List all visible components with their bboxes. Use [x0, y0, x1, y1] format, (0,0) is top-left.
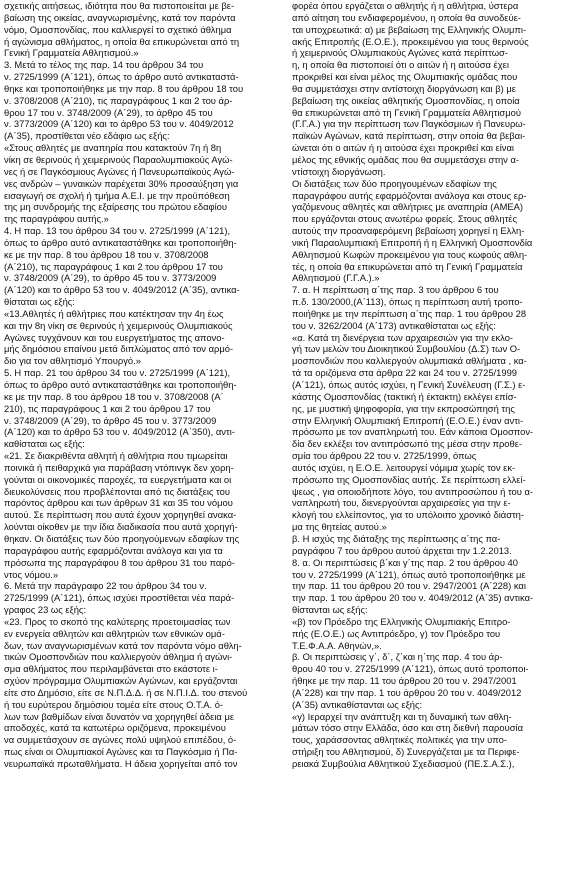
paragraph: «21. Σε διακριθέντα αθλητή ή αθλήτρια που τιμωρείται ποινικά ή πειθαρχικά για παράβαση ντόπινγκ δεν χορη- γούνται οι οικονομικές παροχές, τα ευεργετήματα και οι διευκολύνσεις που προβλέπονται από τις διατάξεις του παρόντος άρθρου και των άρθρων 31 και 35 του νόμου αυτού. Σε περίπτωση που αυτά έχουν χορηγηθεί ανακα- λούνται οίκοθεν με την ίδια διαδικασία που αυτά χορηγή- θηκαν. Οι διατάξεις των δύο προηγούμενων εδαφίων της παραγράφου αυτής εφαρμόζονται ανάλογα και για τα πρόσωπα της παραγράφου 8 του άρθρου 31 του παρό- ντος νόμου.»	[4, 450, 240, 580]
paragraph: σχετικής αιτήσεως, ιδιότητα που θα πιστοποιείται με βε- βαίωση της οικείας, αναγνωρισμένης, κατά τον παρόντα νόμο, Ομοσπονδίας, που καλλιεργεί το σχετικό άθλημα ή αγώνισμα αθλήματος, η οποία θα επικυρώνεται από τη Γενική Γραμματεία Αθλητισμού.»	[4, 0, 240, 59]
paragraph: 4. Η παρ. 13 του άρθρου 34 του ν. 2725/1999 (Α΄121), όπως το άρθρο αυτό αντικαταστάθηκε και τροποποιήθη- κε με την παρ. 8 του άρθρου 18 του ν. 3708/2008 (Α΄210), τις παραγράφους 1 και 2 του άρθρου 17 του ν. 3748/2009 (Α΄29), το άρθρο 45 του ν. 3773/2009 (Α΄120) και το άρθρο 53 του ν. 4049/2012 (Α΄35), αντικα- θίσταται ως εξής:	[4, 225, 240, 308]
right-column	[292, 0, 576, 873]
paragraph: Οι διατάξεις των δύο προηγουμένων εδαφίων της παραγράφου αυτής εφαρμόζονται ανάλογα και στους ερ- γαζόμενους αθλητές και αθλήτριες με αναπηρία (ΑΜΕΑ) που εργάζονται στους ανωτέρω φορείς. Στους αθλητές αυτούς την προαναφερόμενη βεβαίωση χορηγεί η Ελλη- νική Παραολυμπιακή Επιτροπή ή η Ελληνική Ομοσπονδία Αθλητισμού Κωφών προκειμένου για τους κωφούς αθλη- τές, η οποία θα επικυρώνεται από τη Γενική Γραμματεία Αθλητισμού (Γ.Γ.Α.).»	[292, 177, 533, 284]
paragraph: β. Οι περιπτώσεις γ΄, δ΄, ζ΄και η΄της παρ. 4 του άρ- θρου 40 του ν. 2725/1999 (Α΄121), όπως αυτό τροποποι- ήθηκε με την παρ. 11 του άρθρου 20 του ν. 2947/2001 (Α΄228) και την παρ. 1 του άρθρου 20 του ν. 4049/2012 (Α΄35) αντικαθίστανται ως εξής:	[292, 651, 529, 710]
paragraph: 6. Μετά την παράγραφο 22 του άρθρου 34 του ν. 2725/1999 (Α΄121), όπως ισχύει προστίθεται νέα παρά- γραφος 23 ως εξής:	[4, 580, 235, 616]
paragraph: «23. Προς το σκοπό της καλύτερης προετοιμασίας των εν ενεργεία αθλητών και αθλητριών των εθνικών ομά- δων, των αναγνωρισμένων κατά τον παρόντα νόμο αθλη- τικών Ομοσπονδιών που καλλιεργούν άθλημα ή αγώνι- σμα αθλήματος που περιλαμβάνεται στο εκάστοτε ι- σχύον πρόγραμμα Ολυμπιακών Αγώνων, και εργάζονται είτε στο Δημόσιο, είτε σε Ν.Π.Δ.Δ. ή σε Ν.Π.Ι.Δ. του στενού ή του ευρύτερου δημόσιου τομέα είτε στους Ο.Τ.Α. ό- λων των βαθμίδων είναι δυνατόν να χορηγηθεί άδεια με αποδοχές, κατά τα κατωτέρω οριζόμενα, προκειμένου να συμμετάσχουν σε αγώνες πολύ υψηλού επιπέδου, ό- πως είναι οι Ολυμπιακοί Αγώνες και τα Παγκόσμια ή Πα- νευρωπαϊκά πρωταθλήματα. Η άδεια χορηγείται από τον	[4, 615, 248, 769]
paragraph: «γ) Ιεραρχεί την ανάπτυξη και τη δυναμική των αθλη- μάτων τόσο στην Ελλάδα, όσο και στη διεθνή παρουσία τους, χαράσσοντας αθλητικές πολιτικές για την υπο- στήριξη του Αθλητισμού, δ) Συνεργάζεται με τα Περιφε- ρειακά Συμβούλια Αθλητικού Σχεδιασμού (ΠΕ.Σ.Α.Σ.),	[292, 710, 524, 769]
paragraph: 3. Μετά το τέλος της παρ. 14 του άρθρου 34 του ν. 2725/1999 (Α΄121), όπως το άρθρο αυτό αντικαταστά- θηκε και τροποποιήθηκε με την παρ. 8 του άρθρου 18 του ν. 3708/2008 (Α΄210), τις παραγράφους 1 και 2 του άρ- θρου 17 του ν. 3748/2009 (Α΄29), το άρθρο 45 του ν. 3773/2009 (Α΄120) και το άρθρο 53 του ν. 4049/2012 (Α΄35), προστίθεται νέο εδάφιο ως εξής:	[4, 59, 244, 142]
paragraph: β. Η ισχύς της διάταξης της περίπτωσης α΄της πα- ραγράφου 7 του άρθρου αυτού άρχεται την 1.2.2013.	[292, 532, 512, 556]
paragraph: φορέα όπου εργάζεται ο αθλητής ή η αθλήτρια, ύστερα από αίτηση του ενδιαφερομένου, η οποία θα συνοδεύε- ται υποχρεωτικά: α) με βεβαίωση της Ελληνικής Ολυμπι- ακής Επιτροπής (Ε.Ο.Ε.), προκειμένου για τους θερινούς ή χειμερινούς Ολυμπιακούς Αγώνες κατά περίπτωσ- η, η οποία θα πιστοποιεί ότι ο αιτών ή η αιτούσα έχει προκριθεί και είναι μέλος της Ολυμπιακής ομάδας που θα συμμετάσχει στην αντίστοιχη διοργάνωση και β) με βεβαίωση της οικείας αθλητικής Ομοσπονδίας, η οποία θα επικυρώνεται από τη Γενική Γραμματεία Αθλητισμού (Γ.Γ.Α.) για την περίπτωση των Παγκόσμιων ή Πανευρω- παϊκών Αγώνων, κατά περίπτωση, στην οποία θα βεβαι- ώνεται ότι ο αιτών ή η αιτούσα έχει προκριθεί και είναι μέλος της εθνικής ομάδας που θα συμμετάσχει στην α- ντίστοιχη διοργάνωση.	[292, 0, 529, 177]
paragraph: «13.Αθλητές ή αθλήτριες που κατέκτησαν την 4η έως και την 8η νίκη σε θερινούς ή χειμερινούς Ολυμπιακούς Αγώνες τυγχάνουν και του ευεργετήματος της απονο- μής δημόσιου επαίνου μετά διπλώματος από τον αρμό- διο για τον αθλητισμό Υπουργό.»	[4, 307, 234, 367]
paragraph: «β) τον Πρόεδρο της Ελληνικής Ολυμπιακής Επιτρο- πής (Ε.Ο.Ε.) ως Αντιπρόεδρο, γ) τον Πρόεδρο του Τ.Ε.Φ.Α.Α. Αθηνών,».	[292, 615, 511, 651]
left-column	[4, 0, 288, 873]
paragraph: 8. α. Οι περιπτώσεις β΄και γ΄της παρ. 2 του άρθρου 40 του ν. 2725/1999 (Α΄121), όπως αυτό τροποποιήθηκε με την παρ. 11 του άρθρου 20 του ν. 2947/2001 (Α΄228) και την παρ. 1 του άρθρου 20 του ν. 4049/2012 (Α΄35) αντικα- θίστανται ως εξής:	[292, 556, 534, 616]
paragraph: «α. Κατά τη διενέργεια των αρχαιρεσιών για την εκλο- γή των μελών του Διοικητικού Συμβουλίου (Δ.Σ) των Ο- μοσπονδιών που καλλιεργούν ολυμπιακά αθλήματα , κα- τά τα οριζόμενα στα άρθρα 22 και 24 του ν. 2725/1999 (Α΄121), όπως αυτός ισχύει, η Γενική Συνέλευση (Γ.Σ.) ε- κάστης Ομοσπονδίας (τακτική ή έκτακτη) εκλέγει επίσ- ης, με μυστική ψηφοφορία, για την εκπροσώπησή της στην Ελληνική Ολυμπιακή Επιτροπή (Ε.Ο.Ε.) έναν αντι- πρόσωπο με τον αναπληρωτή του. Εάν κάποια Ομοσπον- δία δεν εκλέξει τον αντιπρόσωπό της μέσα στην προθε- σμία του άρθρου 22 του ν. 2725/1999, όπως αυτός ισχύει, η Ε.Ο.Ε. λειτουργεί νόμιμα χωρίς τον εκ- πρόσωπο της Ομοσπονδίας αυτής. Σε περίπτωση ελλεί- ψεως , για οποιοδήποτε λόγο, του αντιπροσώπου ή του α- ναπληρωτή του, διενεργούνται αρχαιρεσίες για την ε- κλογή του ελλείποντος, για το υπόλοιπο χρονικό διάστη- μα της θητείας αυτού.»	[292, 331, 534, 533]
paragraph: «Στους αθλητές με αναπηρία που κατακτούν 7η ή 8η νίκη σε θερινούς ή χειμερινούς Παραολυμπιακούς Αγώ- νες ή σε Παγκόσμιους Αγώνες ή Πανευρωπαϊκούς Αγώ- νες ανδρών – γυναικών παρέχεται 30% προσαύξηση για εισαγωγή σε σχολή ή τμήμα Α.Ε.Ι. με την προϋπόθεση της μη συνδρομής της εξαίρεσης του πρώτου εδαφίου της παραγράφου αυτής.»	[4, 142, 239, 225]
paragraph: 5. Η παρ. 21 του άρθρου 34 του ν. 2725/1999 (Α΄121), όπως το άρθρο αυτό αντικαταστάθηκε και τροποποιήθη- κε με την παρ. 8 του άρθρου 18 του ν. 3708/2008 (Α΄ 210), τις παραγράφους 1 και 2 του άρθρου 17 του ν. 3748/2009 (Α΄29), το άρθρο 45 του ν. 3773/2009 (Α΄120) και το άρθρο 53 του ν. 4049/2012 (Α΄350), αντι- καθίσταται ως εξής:	[4, 367, 237, 450]
paragraph: 7. α. Η περίπτωση α΄της παρ. 3 του άρθρου 6 του π.δ. 130/2000,(Α΄113), όπως η περίπτωση αυτή τροπο- ποιήθηκε με την περίπτωση α΄της παρ. 1 του άρθρου 28 του ν. 3262/2004 (Α΄173) αντικαθίσταται ως εξής:	[292, 284, 527, 331]
